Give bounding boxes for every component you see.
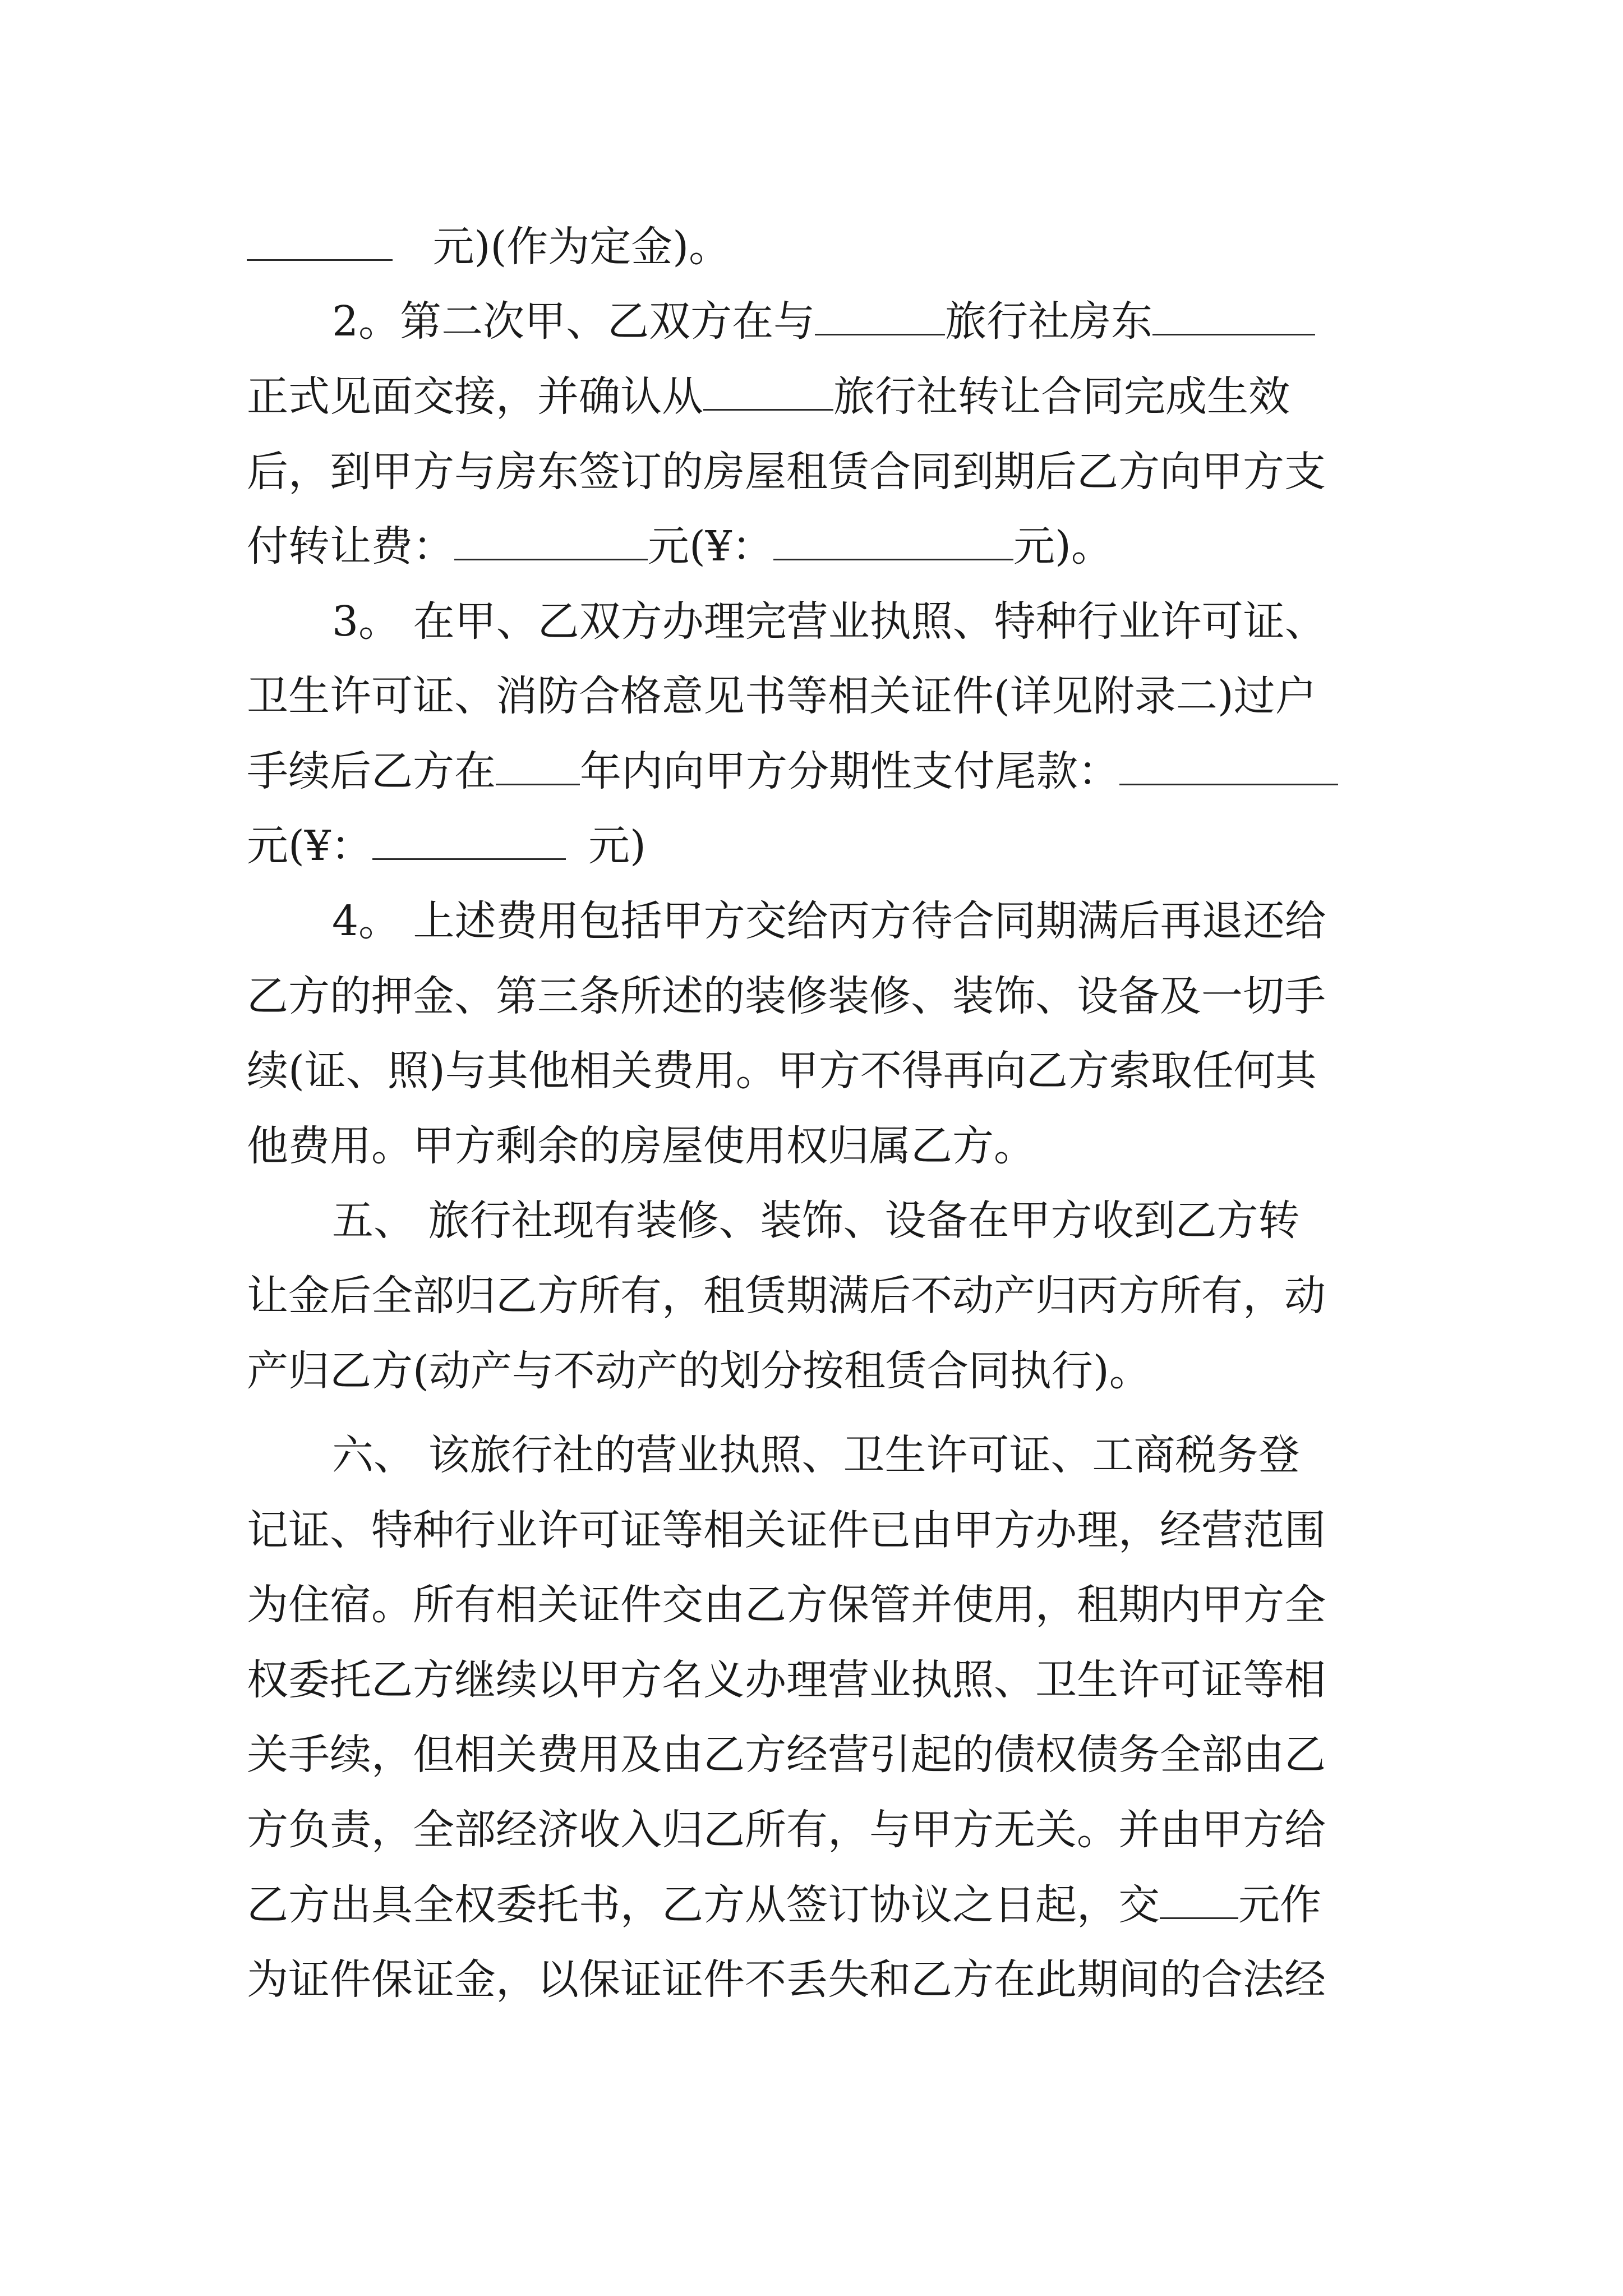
text-line bbox=[247, 1649, 1326, 1711]
text-run: 六、 该旅行社的营业执照、卫生许可证、工商税务登 bbox=[332, 1431, 1300, 1479]
text-run: 元(¥： bbox=[648, 522, 773, 570]
text-line bbox=[332, 1424, 1300, 1487]
fill-in-blank bbox=[1152, 299, 1315, 335]
fill-in-blank bbox=[247, 224, 393, 261]
text-run: 元) bbox=[588, 822, 646, 870]
text-line bbox=[247, 1723, 1326, 1786]
text-run: 旅行社房东 bbox=[945, 297, 1153, 346]
text-run: 乙方的押金、第三条所述的装修装修、装饰、设备及一切手 bbox=[247, 972, 1326, 1020]
text-line bbox=[247, 1948, 1326, 2011]
text-run: 付转让费： bbox=[247, 522, 454, 570]
text-line bbox=[247, 1499, 1326, 1562]
text-run: 权委托乙方继续以甲方名义办理营业执照、卫生许可证等相 bbox=[247, 1656, 1326, 1704]
text-line bbox=[247, 1115, 1035, 1177]
text-line bbox=[332, 590, 1326, 653]
text-run: 旅行社转让合同完成生效 bbox=[833, 372, 1290, 421]
text-run: 元(¥： bbox=[247, 822, 372, 870]
text-run: 乙方出具全权委托书，乙方从签订协议之日起，交 bbox=[247, 1881, 1160, 1929]
fill-in-blank bbox=[1119, 749, 1338, 785]
text-line bbox=[247, 440, 1326, 503]
text-line bbox=[247, 1573, 1326, 1636]
text-run: 记证、特种行业许可证等相关证件已由甲方办理，经营范围 bbox=[247, 1506, 1326, 1554]
text-line bbox=[247, 815, 646, 877]
text-line bbox=[247, 1264, 1326, 1327]
text-line bbox=[247, 1874, 1321, 1936]
text-run: 卫生许可证、消防合格意见书等相关证件(详见附录二)过户 bbox=[247, 672, 1317, 720]
text-line bbox=[332, 890, 1326, 953]
fill-in-blank bbox=[372, 823, 566, 860]
text-run: 为住宿。所有相关证件交由乙方保管并使用，租期内甲方全 bbox=[247, 1581, 1326, 1629]
fill-in-blank bbox=[773, 524, 1013, 560]
text-line bbox=[247, 965, 1326, 1028]
text-run: 后，到甲方与房东签订的房屋租赁合同到期后乙方向甲方支 bbox=[247, 448, 1326, 496]
text-run: 3。 在甲、乙双方办理完营业执照、特种行业许可证、 bbox=[332, 597, 1326, 646]
fill-in-blank bbox=[815, 299, 945, 335]
text-run: 为证件保证金，以保证证件不丢失和乙方在此期间的合法经 bbox=[247, 1955, 1326, 2004]
text-line bbox=[247, 515, 1113, 578]
text-run: 正式见面交接，并确认从 bbox=[247, 372, 703, 421]
text-run: 产归乙方(动产与不动产的划分按租赁合同执行)。 bbox=[247, 1347, 1151, 1395]
fill-in-blank bbox=[496, 749, 580, 785]
text-run: 元)(作为定金)。 bbox=[432, 223, 731, 271]
text-line bbox=[247, 1798, 1326, 1861]
text-run: 方负责，全部经济收入归乙所有，与甲方无关。并由甲方给 bbox=[247, 1806, 1326, 1854]
fill-in-blank bbox=[454, 524, 648, 560]
text-line bbox=[247, 1340, 1151, 1402]
text-run: 续(证、照)与其他相关费用。甲方不得再向乙方索取任何其 bbox=[247, 1047, 1317, 1095]
text-line bbox=[247, 365, 1290, 428]
text-run: 4。 上述费用包括甲方交给丙方待合同期满后再退还给 bbox=[332, 897, 1326, 945]
text-run: 2。第二次甲、乙双方在与 bbox=[332, 297, 815, 346]
text-line bbox=[332, 1189, 1300, 1252]
text-line bbox=[247, 215, 730, 278]
text-run: 五、 旅行社现有装修、装饰、设备在甲方收到乙方转 bbox=[332, 1197, 1300, 1245]
text-run: 元)。 bbox=[1013, 522, 1113, 570]
text-line bbox=[247, 1039, 1317, 1102]
text-run: 元作 bbox=[1238, 1881, 1321, 1929]
text-run: 关手续，但相关费用及由乙方经营引起的债权债务全部由乙 bbox=[247, 1731, 1326, 1779]
text-line bbox=[247, 665, 1317, 728]
text-run: 让金后全部归乙方所有，租赁期满后不动产归丙方所有，动 bbox=[247, 1272, 1326, 1320]
text-line bbox=[247, 740, 1338, 803]
fill-in-blank bbox=[703, 374, 833, 411]
text-run: 手续后乙方在 bbox=[247, 747, 496, 795]
fill-in-blank bbox=[1160, 1883, 1238, 1919]
text-run: 他费用。甲方剩余的房屋使用权归属乙方。 bbox=[247, 1122, 1035, 1170]
text-run: 年内向甲方分期性支付尾款： bbox=[580, 747, 1119, 795]
text-line bbox=[332, 290, 1315, 353]
